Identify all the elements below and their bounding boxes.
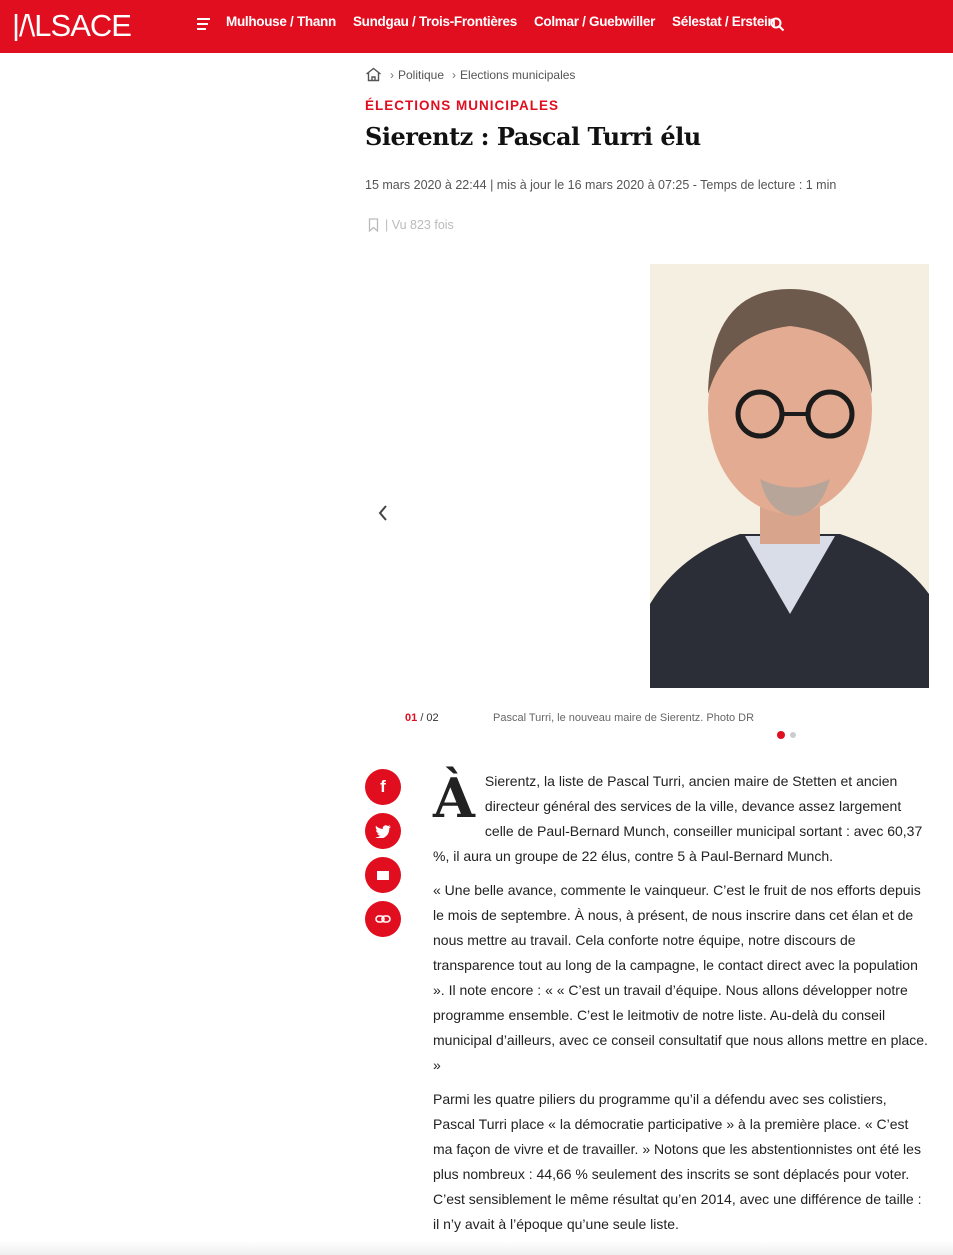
article-body <box>433 766 929 1246</box>
home-icon[interactable] <box>365 67 382 82</box>
gallery-dots <box>777 731 796 739</box>
gallery-total: / 02 <box>420 712 439 724</box>
email-icon <box>377 871 389 880</box>
nav-colmar[interactable]: Colmar / Guebwiller <box>533 14 656 29</box>
breadcrumb: › Politique › Elections municipales <box>365 67 575 82</box>
svg-text:|/\LSACE: |/\LSACE <box>12 9 131 41</box>
chevron-left-icon[interactable] <box>374 502 392 524</box>
views-label: | Vu 823 fois <box>385 218 454 232</box>
page-title: Sierentz : Pascal Turri élu <box>365 122 701 151</box>
nav-mulhouse[interactable]: Mulhouse / Thann <box>226 14 336 29</box>
nav-selestat[interactable]: Sélestat / Erstein <box>672 14 776 29</box>
gallery-current: 01 <box>405 712 418 724</box>
share-facebook-button[interactable] <box>365 769 401 805</box>
link-icon <box>375 914 391 924</box>
search-icon[interactable] <box>770 17 785 32</box>
twitter-icon <box>375 825 391 838</box>
menu-icon[interactable] <box>197 18 210 30</box>
article-paragraph <box>433 766 929 869</box>
share-email-button[interactable] <box>365 857 401 893</box>
drop-cap: À <box>433 766 475 830</box>
nav-sundgau[interactable]: Sundgau / Trois-Frontières <box>352 14 517 29</box>
breadcrumb-politique[interactable]: Politique <box>398 67 445 82</box>
article-kicker[interactable]: ÉLECTIONS MUNICIPALES <box>365 98 560 113</box>
facebook-icon: f <box>380 777 386 796</box>
gallery-dot[interactable] <box>790 732 796 738</box>
article-paragraph: Parmi les quatre piliers du programme qu’il a défendu avec ses colistiers, Pascal Turri place « la démocratie participative » à la première place. « C’est ma façon de vivre et de travailler. » Notons que les abstentionnistes ont été les plus nombreux : 44,66 % seulement des inscrits se sont déplacés pour voter. C’est sensiblement le même résultat qu’en 2014, avec une différence de taille : il n’y avait à l’époque qu’une seule liste. <box>433 1091 922 1232</box>
bookmark-icon[interactable] <box>368 218 379 232</box>
site-logo[interactable] <box>12 9 157 48</box>
breadcrumb-elections[interactable]: Elections municipales <box>460 67 576 82</box>
article-paragraph: « Une belle avance, commente le vainqueur. C’est le fruit de nos efforts depuis le mois de septembre. À nous, à présent, de nous inscrire dans cet élan et de nous mettre au travail. Cela conforte notre équipe, notre discours de transparence tout au long de la campagne, le contact direct avec la population ». Il note encore : « « C’est un travail d’équipe. Nous allons développer notre programme ensemble. C’est le leitmotiv de notre liste. Au-delà du conseil municipal d’ailleurs, avec ce conseil consultatif que nous allons mettre en place. » <box>433 882 928 1073</box>
copy-link-button[interactable] <box>365 901 401 937</box>
share-bar <box>365 769 401 937</box>
gallery-counter <box>405 712 439 724</box>
article-meta: 15 mars 2020 à 22:44 | mis à jour le 16 mars 2020 à 07:25 - Temps de lecture : 1 min <box>365 178 837 192</box>
main-nav <box>226 14 775 29</box>
article-photo[interactable] <box>650 264 929 688</box>
photo-caption: Pascal Turri, le nouveau maire de Sierentz. Photo DR <box>493 712 755 724</box>
gallery-dot-active[interactable] <box>777 731 785 739</box>
bottom-fade <box>0 1241 953 1255</box>
view-count <box>368 218 454 232</box>
share-twitter-button[interactable] <box>365 813 401 849</box>
site-header <box>0 0 953 53</box>
paragraph-text: Sierentz, la liste de Pascal Turri, ancien maire de Stetten et ancien directeur général des services de la ville, devance assez largement celle de Paul-Bernard Munch, conseiller municipal sortant : avec 60,37 %, il aura un groupe de 22 élus, contre 5 à Paul-Bernard Munch. <box>433 773 923 864</box>
